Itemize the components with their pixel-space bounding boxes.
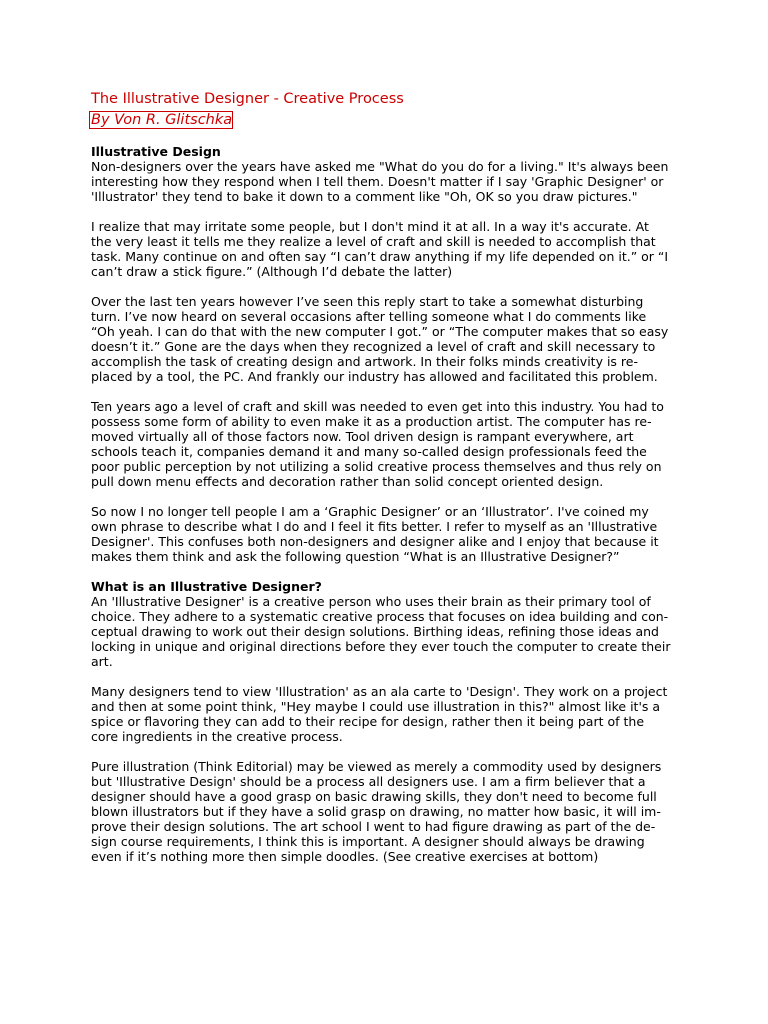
text-line: I realize that may irritate some people, but I don't mind it at all. In a way it's accurate. At — [91, 219, 649, 234]
text-line: Non-designers over the years have asked me "What do you do for a living." It's always been — [91, 159, 669, 174]
paragraph — [91, 399, 691, 489]
text-line: locking in unique and original directions before they ever touch the computer to create their — [91, 639, 671, 654]
text-line: Ten years ago a level of craft and skill was needed to even get into this industry. You had to — [91, 399, 664, 414]
section-heading: Illustrative Design — [91, 144, 221, 159]
text-line: the very least it tells me they realize a level of craft and skill is needed to accomplish that — [91, 234, 656, 249]
text-line: moved virtually all of those factors now. Tool driven design is rampant everywhere, art — [91, 429, 634, 444]
text-line: can’t draw a stick figure.” (Although I’d debate the latter) — [91, 264, 453, 279]
text-line: ceptual drawing to work out their design solutions. Birthing ideas, refining those ideas and — [91, 624, 659, 639]
text-line: choice. They adhere to a systematic creative process that focuses on idea building and con- — [91, 609, 669, 624]
paragraph-spacer — [91, 279, 691, 294]
document-page — [91, 90, 691, 864]
section-spacer — [91, 564, 691, 579]
text-line: interesting how they respond when I tell them. Doesn't matter if I say 'Graphic Designer' or — [91, 174, 664, 189]
text-line: own phrase to describe what I do and I feel it fits better. I refer to myself as an 'Illustrative — [91, 519, 658, 534]
spacer — [91, 129, 691, 144]
paragraph — [91, 684, 691, 744]
paragraph — [91, 504, 691, 564]
paragraph-spacer — [91, 384, 691, 399]
paragraph-spacer — [91, 489, 691, 504]
text-line: even if it’s nothing more then simple doodles. (See creative exercises at bottom) — [91, 849, 599, 864]
text-line: Designer'. This confuses both non-designers and designer alike and I enjoy that because it — [91, 534, 659, 549]
text-line: Over the last ten years however I’ve seen this reply start to take a somewhat disturbing — [91, 294, 644, 309]
text-line: task. Many continue on and often say “I can’t draw anything if my life depended on it.” or “I — [91, 249, 669, 264]
section-heading: What is an Illustrative Designer? — [91, 579, 322, 594]
article-body — [91, 144, 691, 864]
text-line: Pure illustration (Think Editorial) may be viewed as merely a commodity used by designers — [91, 759, 662, 774]
text-line: possess some form of ability to even make it as a production artist. The computer has re- — [91, 414, 652, 429]
text-line: blown illustrators but if they have a solid grasp on drawing, no matter how basic, it will im- — [91, 804, 661, 819]
text-line: accomplish the task of creating design and artwork. In their folks minds creativity is re- — [91, 354, 638, 369]
text-line: “Oh yeah. I can do that with the new computer I got.” or “The computer makes that so easy — [91, 324, 669, 339]
text-line: spice or flavoring they can add to their recipe for design, rather then it being part of the — [91, 714, 645, 729]
text-line: So now I no longer tell people I am a ‘Graphic Designer’ or an ‘Illustrator’. I've coined my — [91, 504, 649, 519]
author-byline[interactable]: By Von R. Glitschka — [91, 112, 233, 128]
text-line: An 'Illustrative Designer' is a creative person who uses their brain as their primary tool of — [91, 594, 651, 609]
text-line: and then at some point think, "Hey maybe I could use illustration in this?" almost like it's a — [91, 699, 661, 714]
text-line: makes them think and ask the following question “What is an Illustrative Designer?” — [91, 549, 620, 564]
text-line: 'Illustrator' they tend to bake it down to a comment like "Oh, OK so you draw pictures." — [91, 189, 638, 204]
paragraph — [91, 294, 691, 384]
text-line: turn. I’ve now heard on several occasions after telling someone what I do comments like — [91, 309, 647, 324]
article-title: The Illustrative Designer - Creative Process — [91, 91, 404, 107]
text-line: sign course requirements, I think this is important. A designer should always be drawing — [91, 834, 645, 849]
paragraph-spacer — [91, 744, 691, 759]
text-line: poor public perception by not utilizing a solid creative process themselves and thus rely on — [91, 459, 662, 474]
text-line: core ingredients in the creative process. — [91, 729, 343, 744]
paragraph — [91, 159, 691, 204]
text-line: designer should have a good grasp on basic drawing skills, they don't need to become full — [91, 789, 657, 804]
paragraph — [91, 594, 691, 669]
text-line: placed by a tool, the PC. And frankly our industry has allowed and facilitated this problem. — [91, 369, 658, 384]
text-line: pull down menu effects and decoration rather than solid concept oriented design. — [91, 474, 604, 489]
text-line: schools teach it, companies demand it and many so-called design professionals feed the — [91, 444, 647, 459]
paragraph — [91, 219, 691, 279]
paragraph-spacer — [91, 669, 691, 684]
text-line: but 'Illustrative Design' should be a process all designers use. I am a firm believer that a — [91, 774, 646, 789]
paragraph — [91, 759, 691, 864]
text-line: doesn’t it.” Gone are the days when they recognized a level of craft and skill necessary to — [91, 339, 656, 354]
text-line: art. — [91, 654, 113, 669]
text-line: Many designers tend to view 'Illustration' as an ala carte to 'Design'. They work on a project — [91, 684, 668, 699]
paragraph-spacer — [91, 204, 691, 219]
text-line: prove their design solutions. The art school I went to had figure drawing as part of the de- — [91, 819, 656, 834]
